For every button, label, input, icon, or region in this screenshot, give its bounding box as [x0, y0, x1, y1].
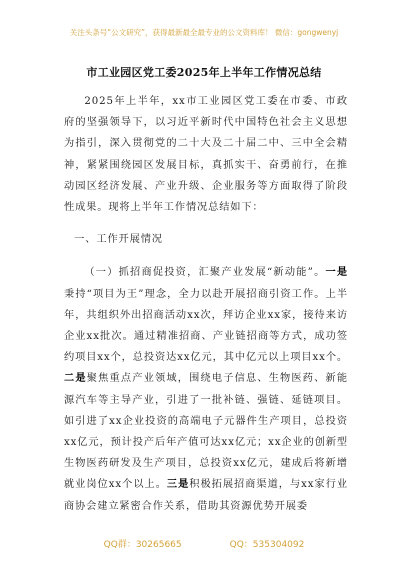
section-heading: 一、工作开展情况	[74, 234, 163, 246]
point-text-2: 聚焦重点产业领域，围绕电子信息、生物医药、新能源汽车等主导产业，引进了一批补链、强链、延链项目。如引进了xx企业投资的高端电子元器件生产项目，总投资xx亿元，预计投产后年产值可达xx亿元；xx企业的创新型生物医药研发及生产项目，总投资xx亿元，建成后将新增就业岗位xx个以上。	[64, 373, 348, 491]
footer-qq: QQ：535304092	[229, 540, 305, 550]
intro-paragraph: 2025年上半年，xx市工业园区党工委在市委、市政府的坚强领导下，以习近平新时代中国特色社会主义思想为指引，深入贯彻党的二十大及二十届二中、三中全会精神，紧紧围绕园区发展目标，真抓实干、奋勇前行，在推动园区经济发展、产业升级、企业服务等方面取得了阶段性成果。现将上半年工作情况总结如下：	[64, 96, 348, 214]
document-body	[64, 91, 348, 517]
point-marker-2: 二是	[64, 372, 87, 385]
section-paragraph	[64, 262, 348, 516]
document-title: 市工业园区党工委2025年上半年工作情况总结	[86, 66, 322, 79]
footer	[0, 537, 408, 550]
point-text-1: 秉持“项目为王”理念，全力以赴开展招商引资工作。上半年，共组织外出招商活动xx次，拜访企业xx家，接待来访企业xx批次。通过精准招商、产业链招商等方式，成功签约项目xx个，总投资达xx亿元，其中亿元以上项目xx个。	[64, 288, 348, 364]
point-marker-1: 一是	[325, 266, 348, 279]
header-banner: 关注头条号“公文研究”，获得最新最全最专业的公文资料库！ 微信：gongwenyj	[69, 28, 339, 37]
point-marker-3: 三是	[166, 478, 190, 491]
subsection-label: （一）抓招商促投资，汇聚产业发展“新动能”。	[84, 267, 326, 279]
footer-qq-group: QQ群：30265665	[103, 540, 182, 550]
point-text-3: 积极拓展招商渠道，与xx家行业商协会建立紧密合作关系，借助其资源优势开展委	[64, 479, 348, 512]
